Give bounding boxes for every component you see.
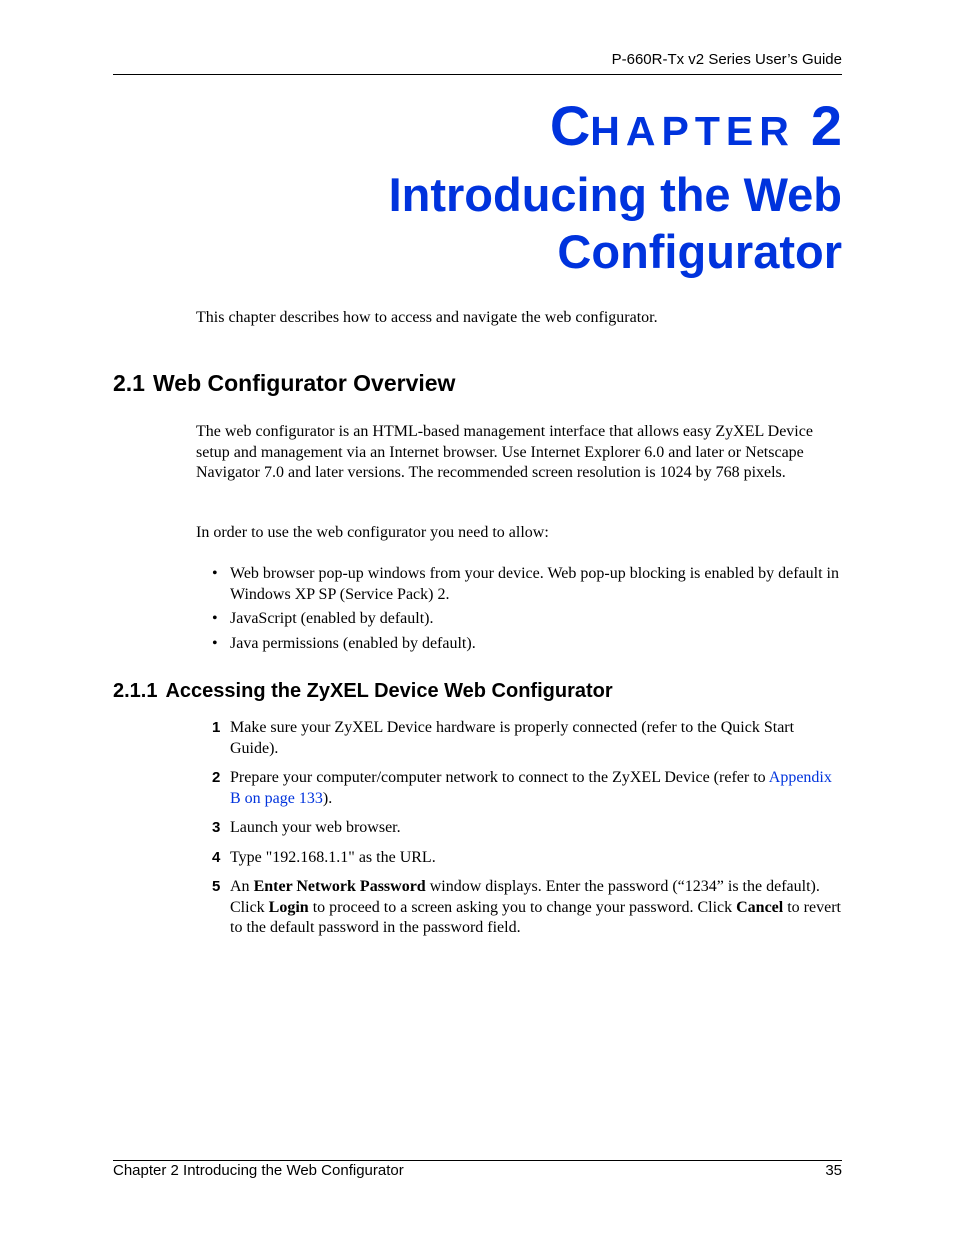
footer-chapter-title: Chapter 2 Introducing the Web Configurator	[113, 1162, 404, 1179]
bullet-icon: •	[212, 635, 218, 652]
chapter-label-initial: C	[549, 94, 591, 157]
footer-rule	[113, 1160, 842, 1161]
intro-paragraph: This chapter describes how to access and navigate the web configurator.	[196, 309, 658, 326]
section-heading-2-1	[113, 370, 455, 397]
chapter-title-line1: Introducing the Web	[388, 168, 842, 221]
section-title: Web Configurator Overview	[152, 370, 456, 396]
running-header: P-660R-Tx v2 Series User’s Guide	[611, 51, 842, 68]
chapter-label-rest: HAPTER	[590, 108, 795, 154]
section-number: 2.1	[113, 370, 145, 396]
overview-paragraph: The web configurator is an HTML-based management interface that allows easy ZyXEL Device setup and management via an Internet browser. Use Internet Explorer 6.0 and later or Netscape Navigator 7.0 and later versions. The recommended screen resolution is 1024 by 768 pixels.	[196, 423, 813, 481]
chapter-label	[549, 94, 842, 157]
page-number: 35	[825, 1162, 842, 1179]
chapter-title-line2: Configurator	[557, 225, 842, 278]
appendix-b-link[interactable]: Appendix B on page 133	[230, 769, 832, 807]
header-rule	[113, 74, 842, 75]
bullet-icon: •	[212, 610, 218, 627]
subsection-number: 2.1.1	[113, 680, 158, 702]
bullet-icon: •	[212, 565, 218, 582]
subsection-title: Accessing the ZyXEL Device Web Configurator	[165, 680, 613, 702]
chapter-title	[389, 166, 842, 280]
section-heading-2-1-1	[113, 680, 613, 703]
chapter-number: 2	[810, 94, 842, 157]
requirements-intro: In order to use the web configurator you need to allow:	[196, 524, 549, 541]
